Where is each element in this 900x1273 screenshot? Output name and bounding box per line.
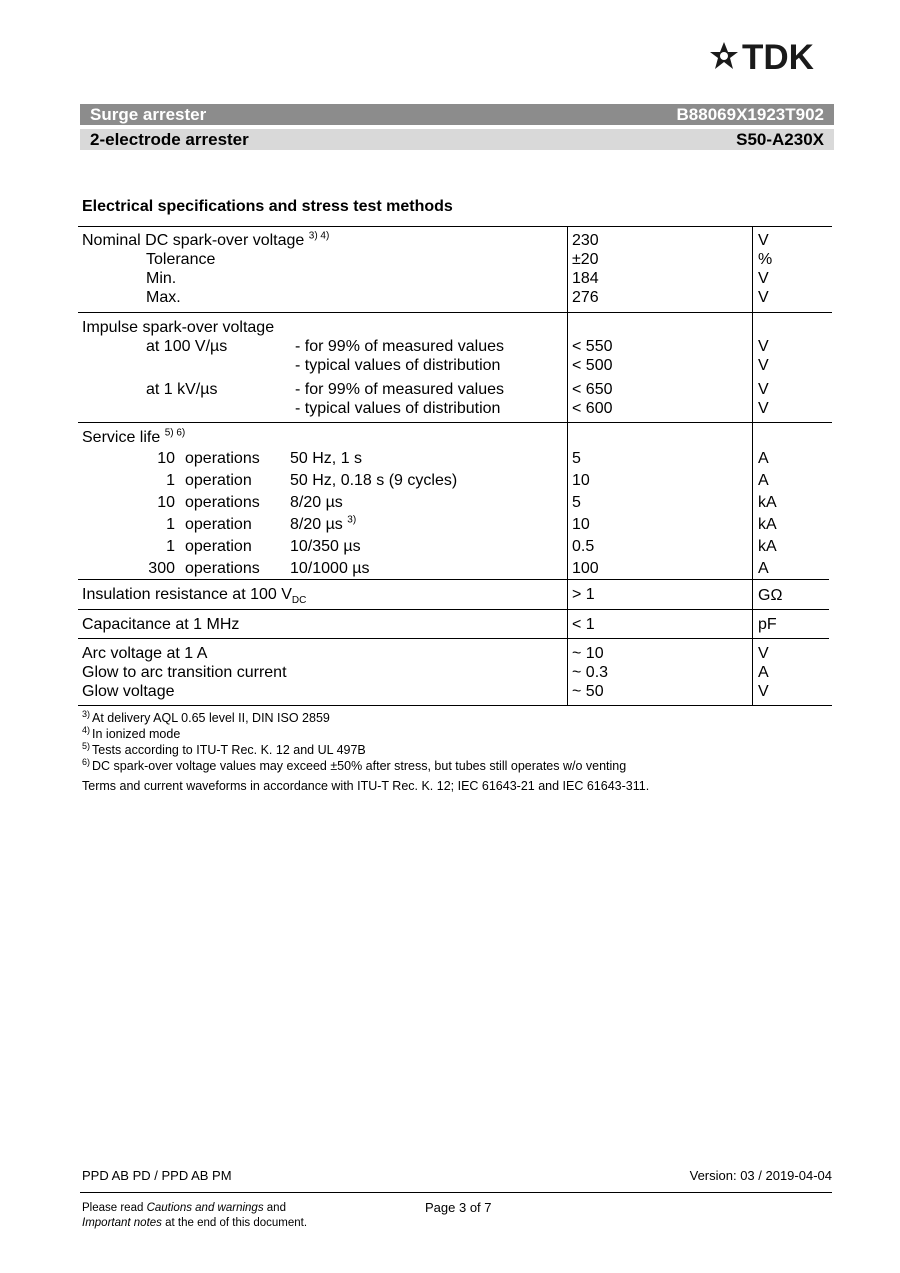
footer-note: Please read Cautions and warnings and Important notes at the end of this document.	[82, 1202, 308, 1229]
table-rule	[78, 226, 832, 227]
impulse-cond-99: - for 99% of measured values	[295, 338, 504, 355]
header-bar-type	[80, 129, 834, 150]
tdk-logo	[710, 40, 836, 72]
service-op: operations	[185, 494, 260, 511]
table-rule	[78, 312, 832, 313]
impulse-cond-typ: - typical values of distribution	[295, 357, 501, 374]
nominal-value: 230	[572, 232, 599, 249]
impulse-cond-99: - for 99% of measured values	[295, 381, 504, 398]
min-value: 184	[572, 270, 599, 287]
nominal-label: Nominal DC spark-over voltage $^{3) 4)}$	[82, 230, 330, 249]
footer-department: PPD AB PD / PPD AB PM	[82, 1168, 232, 1183]
footnote: $^{5)}$ Tests according to ITU-T Rec. K. 12 and UL 497B	[82, 740, 366, 757]
tolerance-unit: %	[758, 251, 773, 268]
arc-value: ~ 10	[572, 645, 604, 662]
table-rule	[78, 579, 829, 580]
impulse-unit: V	[758, 400, 769, 417]
tolerance-value: ±20	[572, 251, 599, 268]
table-rule	[78, 638, 829, 639]
column-divider	[752, 226, 753, 706]
service-cond: 50 Hz, 1 s	[290, 450, 363, 467]
service-op: operation	[185, 472, 252, 489]
min-label: Min.	[146, 270, 177, 287]
insulation-value: > 1	[572, 586, 595, 603]
impulse-value: < 550	[572, 338, 613, 355]
glow-transition-unit: A	[758, 664, 769, 681]
footer-version: Version: 03 / 2019-04-04	[689, 1168, 832, 1183]
nominal-unit: V	[758, 232, 769, 249]
impulse-unit: V	[758, 381, 769, 398]
impulse-value: < 600	[572, 400, 613, 417]
section-title: Electrical specifications and stress test methods	[82, 198, 453, 215]
table-rule	[78, 609, 829, 610]
service-life-label: Service life $^{5) 6)}$	[82, 427, 186, 446]
tolerance-label: Tolerance	[146, 251, 216, 268]
page-number: Page 3 of 7	[425, 1200, 492, 1215]
glow-voltage-label: Glow voltage	[82, 683, 175, 700]
service-op: operation	[185, 516, 252, 533]
service-value: 0.5	[572, 538, 595, 555]
footnote: $^{6)}$ DC spark-over voltage values may exceed ±50% after stress, but tubes still operates w/o venting	[82, 756, 627, 773]
service-op: operations	[185, 450, 260, 467]
impulse-cond-typ: - typical values of distribution	[295, 400, 501, 417]
service-cond: 50 Hz, 0.18 s (9 cycles)	[290, 472, 458, 489]
impulse-label: Impulse spark-over voltage	[82, 319, 275, 336]
product-type: 2-electrode arrester	[90, 130, 249, 149]
service-cond: 10/350 µs	[290, 538, 361, 555]
header-bar-product	[80, 104, 834, 125]
service-count: 300	[148, 560, 175, 577]
service-unit: A	[758, 450, 769, 467]
service-unit: kA	[758, 516, 777, 533]
min-unit: V	[758, 270, 769, 287]
service-op: operation	[185, 538, 252, 555]
glow-transition-value: ~ 0.3	[572, 664, 609, 681]
service-unit: kA	[758, 538, 777, 555]
service-value: 100	[572, 560, 599, 577]
impulse-rate-1k: at 1 kV/µs	[146, 381, 218, 398]
glow-voltage-unit: V	[758, 683, 769, 700]
glow-transition-label: Glow to arc transition current	[82, 664, 287, 681]
terms-note: Terms and current waveforms in accordance with ITU-T Rec. K. 12; IEC 61643-21 and IEC 61643-311.	[82, 779, 650, 793]
arc-unit: V	[758, 645, 769, 662]
max-value: 276	[572, 289, 599, 306]
service-value: 10	[572, 516, 590, 533]
impulse-value: < 650	[572, 381, 613, 398]
service-count: 10	[157, 450, 175, 467]
table-rule	[78, 422, 832, 423]
impulse-unit: V	[758, 357, 769, 374]
tdk-logo-graphic	[710, 40, 836, 72]
footnote: $^{3)}$ At delivery AQL 0.65 level II, DIN ISO 2859	[82, 708, 330, 725]
service-value: 10	[572, 472, 590, 489]
service-count: 10	[157, 494, 175, 511]
max-label: Max.	[146, 289, 181, 306]
capacitance-unit: pF	[758, 616, 777, 633]
product-name: S50-A230X	[736, 130, 824, 149]
capacitance-label: Capacitance at 1 MHz	[82, 616, 240, 633]
service-count: 1	[166, 538, 175, 555]
impulse-unit: V	[758, 338, 769, 355]
impulse-rate-100: at 100 V/µs	[146, 338, 228, 355]
insulation-unit: GΩ	[758, 587, 783, 604]
impulse-value: < 500	[572, 357, 613, 374]
service-op: operations	[185, 560, 260, 577]
column-divider	[567, 226, 568, 706]
footnote: $^{4)}$ In ionized mode	[82, 724, 181, 741]
table-rule	[78, 705, 832, 706]
max-unit: V	[758, 289, 769, 306]
service-count: 1	[166, 516, 175, 533]
product-family: Surge arrester	[90, 105, 207, 124]
service-cond: 10/1000 µs	[290, 560, 370, 577]
capacitance-value: < 1	[572, 616, 595, 633]
footer-rule	[80, 1192, 832, 1193]
service-unit: A	[758, 472, 769, 489]
insulation-label: Insulation resistance at 100 $V_{DC}$	[82, 586, 307, 607]
service-cond: 8/20 µs	[290, 494, 343, 511]
logo-text: TDK	[742, 40, 814, 72]
service-value: 5	[572, 494, 581, 511]
service-value: 5	[572, 450, 581, 467]
service-count: 1	[166, 472, 175, 489]
ordering-code: B88069X1923T902	[676, 105, 824, 124]
arc-label: Arc voltage at 1 A	[82, 645, 208, 662]
glow-voltage-value: ~ 50	[572, 683, 604, 700]
service-cond: 8/20 µs $^{3)}$	[290, 514, 357, 533]
service-unit: kA	[758, 494, 777, 511]
service-unit: A	[758, 560, 769, 577]
